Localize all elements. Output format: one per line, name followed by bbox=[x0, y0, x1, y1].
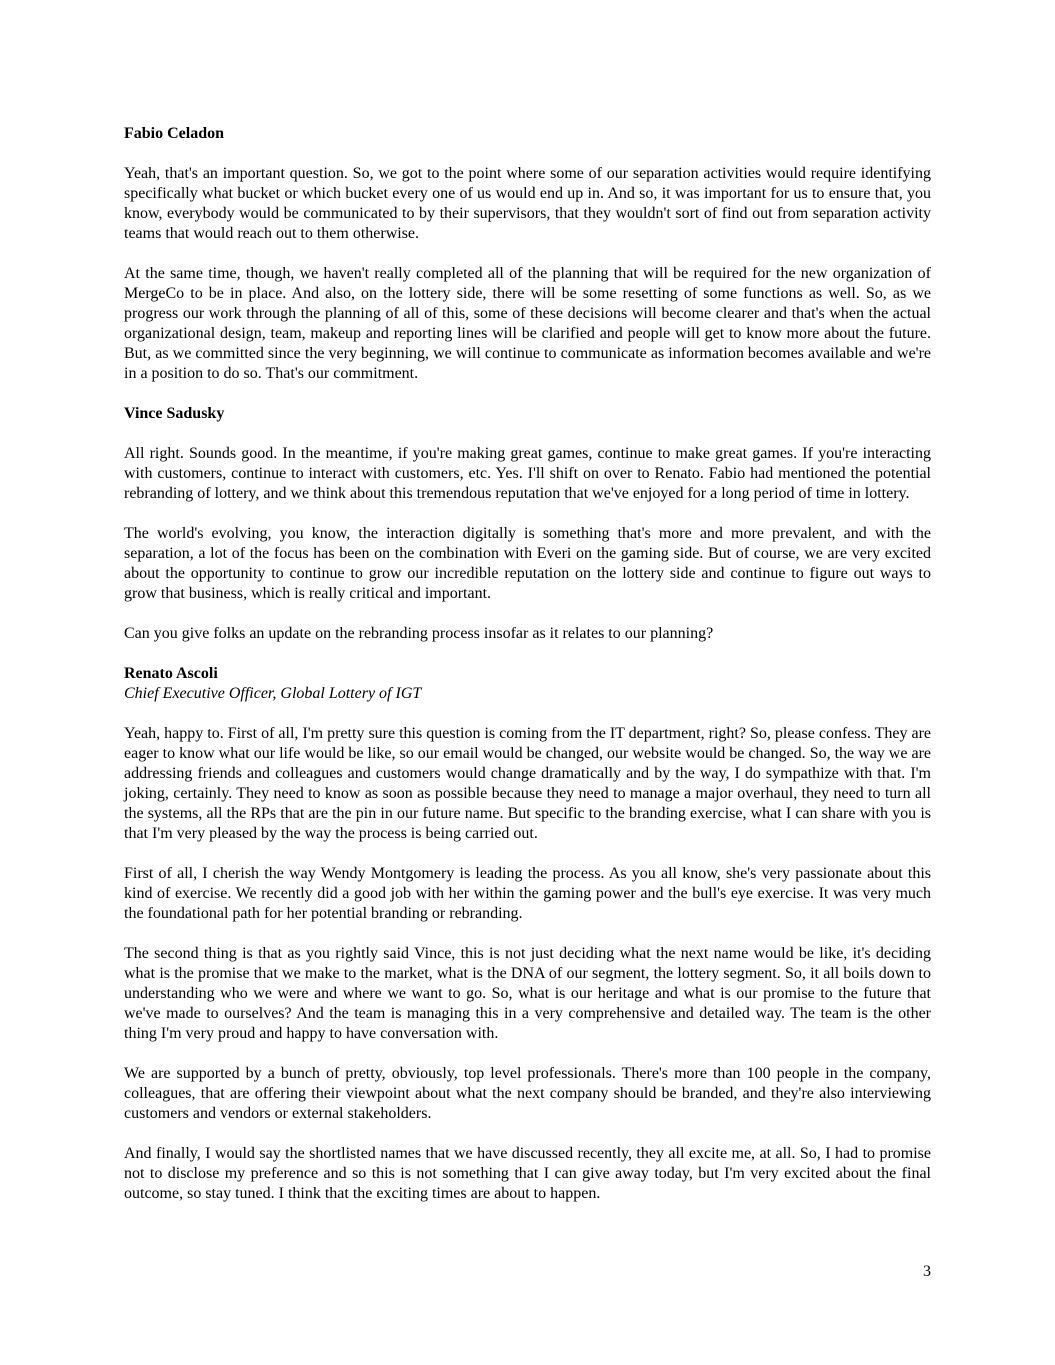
speaker-name: Vince Sadusky bbox=[124, 405, 225, 422]
transcript-page bbox=[124, 124, 931, 1204]
speaker-section-vince-sadusky bbox=[124, 404, 931, 644]
paragraph: Yeah, happy to. First of all, I'm pretty sure this question is coming from the IT department, right? So, please confess. They are eager to know what our life would be like, so our email would be changed, our website would be changed. So, the way we are addressing friends and colleagues and customers would change dramatically and by the way, I do sympathize with that. I'm joking, certainly. They need to know as soon as possible because they need to manage a major overhaul, they need to turn all the systems, all the RPs that are the pin in our future name. But specific to the branding exercise, what I can share with you is that I'm very pleased by the way the process is being carried out. bbox=[124, 725, 931, 842]
paragraph: And finally, I would say the shortlisted names that we have discussed recently, they all excite me, at all. So, I had to promise not to disclose my preference and so this is not something that I can give away today, but I'm very excited about the final outcome, so stay tuned. I think that the exciting times are about to happen. bbox=[124, 1145, 931, 1202]
paragraph: At the same time, though, we haven't really completed all of the planning that will be required for the new organization of MergeCo to be in place. And also, on the lottery side, there will be some resetting of some functions as well. So, as we progress our work through the planning of all of this, some of these decisions will become clearer and that's when the actual organizational design, team, makeup and reporting lines will be clarified and people will get to know more about the future. But, as we committed since the very beginning, we will continue to communicate as information becomes available and we're in a position to do so. That's our commitment. bbox=[124, 265, 931, 382]
speaker-section-renato-ascoli bbox=[124, 664, 931, 1204]
speaker-name: Fabio Celadon bbox=[124, 125, 225, 142]
paragraph: We are supported by a bunch of pretty, obviously, top level professionals. There's more than 100 people in the company, colleagues, that are offering their viewpoint about what the next company should be branded, and they're also interviewing customers and vendors or external stakeholders. bbox=[124, 1065, 931, 1122]
paragraph: The second thing is that as you rightly said Vince, this is not just deciding what the next name would be like, it's deciding what is the promise that we make to the market, what is the DNA of our segment, the lottery segment. So, it all boils down to understanding who we were and where we want to go. So, what is our heritage and what is our promise to the future that we've made to ourselves? And the team is managing this in a very comprehensive and detailed way. The team is the other thing I'm very proud and happy to have conversation with. bbox=[124, 945, 931, 1042]
paragraph: Can you give folks an update on the rebranding process insofar as it relates to our planning? bbox=[124, 625, 714, 642]
speaker-section-fabio-celadon bbox=[124, 124, 931, 384]
speaker-name: Renato Ascoli bbox=[124, 665, 218, 682]
page-number: 3 bbox=[923, 1263, 931, 1280]
paragraph: All right. Sounds good. In the meantime, if you're making great games, continue to make great games. If you're interacting with customers, continue to interact with customers, etc. Yes. I'll shift on over to Renato. Fabio had mentioned the potential rebranding of lottery, and we think about this tremendous reputation that we've enjoyed for a long period of time in lottery. bbox=[124, 445, 931, 502]
speaker-title: Chief Executive Officer, Global Lottery of IGT bbox=[124, 685, 422, 702]
paragraph: First of all, I cherish the way Wendy Montgomery is leading the process. As you all know, she's very passionate about this kind of exercise. We recently did a good job with her within the gaming power and the bull's eye exercise. It was very much the foundational path for her potential branding or rebranding. bbox=[124, 865, 931, 922]
paragraph: Yeah, that's an important question. So, we got to the point where some of our separation activities would require identifying specifically what bucket or which bucket every one of us would end up in. And so, it was important for us to ensure that, you know, everybody would be communicated to by their supervisors, that they wouldn't sort of find out from separation activity teams that would reach out to them otherwise. bbox=[124, 165, 931, 242]
paragraph: The world's evolving, you know, the interaction digitally is something that's more and more prevalent, and with the separation, a lot of the focus has been on the combination with Everi on the gaming side. But of course, we are very excited about the opportunity to continue to grow our incredible reputation on the lottery side and continue to figure out ways to grow that business, which is really critical and important. bbox=[124, 525, 931, 602]
